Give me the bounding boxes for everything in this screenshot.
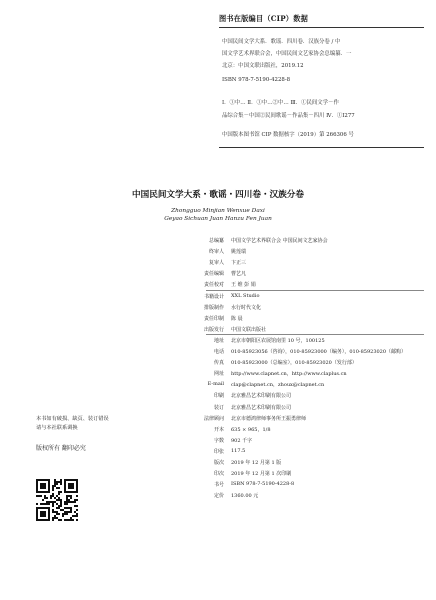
colophon-value: XXL Studio [231,292,260,299]
colophon-label: 责任校对 [203,282,224,289]
colophon-label: 传真 [213,360,224,367]
colophon-label: 排版制作 [203,304,224,311]
cip-isbn: ISBN 978-7-5190-4228-8 [222,77,291,83]
book-title-pinyin-2: Geyao Sichuan Juan Hanzu Fen Juan [164,216,272,222]
colophon-value: 中国文学艺术界联合会 中国民间文艺家协会 [231,238,328,244]
book-title-pinyin-1: Zhongguo Minjian Wenxue Daxi [171,208,265,214]
colophon-value: 姚莲瑞 [231,249,247,256]
colophon-label: 印张 [213,448,224,455]
colophon-label: 复审人 [208,260,224,267]
cip-line-2: 国文学艺术界联合会，中国民间文艺家协会总编纂．一 [222,51,352,57]
defect-notice-line-2: 请与本社联系调换 [36,425,78,431]
colophon-value: clap@clapnet.cn，zhoux@clapnet.cn [231,382,325,389]
colophon-label: 装订 [213,404,224,411]
colophon-value: 水行时代文化 [231,304,262,311]
colophon-label: 网址 [213,371,224,378]
colophon-value: http://www.clapnet.cn，http://www.claplus.cn [231,371,347,378]
colophon-label: 书号 [213,482,224,489]
colophon-label: 印次 [213,471,224,478]
colophon-label: E-mail [207,381,224,388]
colophon-label: 定价 [213,493,224,500]
colophon-value: ISBN 978-7-5190-4228-8 [231,481,295,488]
colophon-label: 总编纂 [208,238,224,244]
colophon-value: 北京市德鸿律师事务所王振勇律师 [231,415,307,422]
colophon-value: 902 千字 [231,437,253,444]
colophon-value: 中国文联出版社 [231,326,267,333]
colophon-label: 电话 [213,349,224,355]
defect-notice-line-1: 本书如有破损、缺页、装订错误 [36,416,109,422]
cip-heading: 图书在版编目（CIP）数据 [219,14,308,23]
colophon-label: 书籍设计 [203,293,224,300]
colophon-value: 1360.00 元 [231,493,259,500]
colophon-label: 责任印制 [203,315,224,322]
colophon-value: 2019 年 12 月第 1 版 [231,460,282,466]
colophon-label: 地址 [213,337,224,344]
cip-line-1: 中国民间文学大系．歌谣．四川卷．汉族分卷 / 中 [222,39,341,45]
colophon-value: 北京市朝阳区农展馆南里 10 号，100125 [231,337,325,344]
colophon-label: 法律顾问 [203,415,224,422]
colophon-value: 010-85923056（咨询），010-85923000（编务），010-85923020（邮购） [231,349,407,355]
copyright-notice: 版权所有 翻印必究 [36,445,86,452]
colophon-label: 印刷 [213,393,224,400]
colophon-value: 010-85923000（总编室），010-85923020（发行部） [231,360,357,367]
colophon-label: 责任编辑 [203,271,224,278]
colophon-label: 出版发行 [203,326,224,333]
cip-bottom-rule [219,147,424,148]
colophon-label: 字数 [213,437,224,444]
cip-top-rule [219,27,424,28]
colophon-value: 635 × 965，1/8 [231,426,271,433]
colophon-value: 北京雅昌艺术印刷有限公司 [231,393,292,400]
book-title: 中国民间文学大系・歌谣・四川卷・汉族分卷 [132,190,304,200]
colophon-label: 版次 [213,460,224,466]
colophon-value: 北京雅昌艺术印刷有限公司 [231,404,292,411]
colophon-separator [206,334,424,335]
colophon-label: 开本 [213,426,224,433]
colophon-value: 2019 年 12 月第 1 次印刷 [231,471,292,478]
colophon-value: 卞正三 [231,260,247,267]
cip-line-7: 中国版本图书馆 CIP 数据核字（2019）第 266306 号 [222,132,354,138]
cip-line-5: Ⅰ．①中… Ⅱ．①中…②中… Ⅲ．①民间文学－作 [222,100,339,106]
cip-line-3: 北京：中国文联出版社，2019.12 [222,63,304,69]
colophon-separator [206,290,424,291]
colophon-value: 曹艺凡 [231,271,247,278]
colophon-value: 陈 晨 [231,315,243,322]
colophon-value: 117.5 [231,447,246,454]
cip-line-6: 品综合集－中国②民间歌谣－作品集－四川 Ⅳ．①I277 [222,113,355,119]
qr-code-icon [36,479,78,521]
colophon-value: 王 维 彭 娟 [231,282,256,289]
colophon-label: 终审人 [208,249,224,256]
